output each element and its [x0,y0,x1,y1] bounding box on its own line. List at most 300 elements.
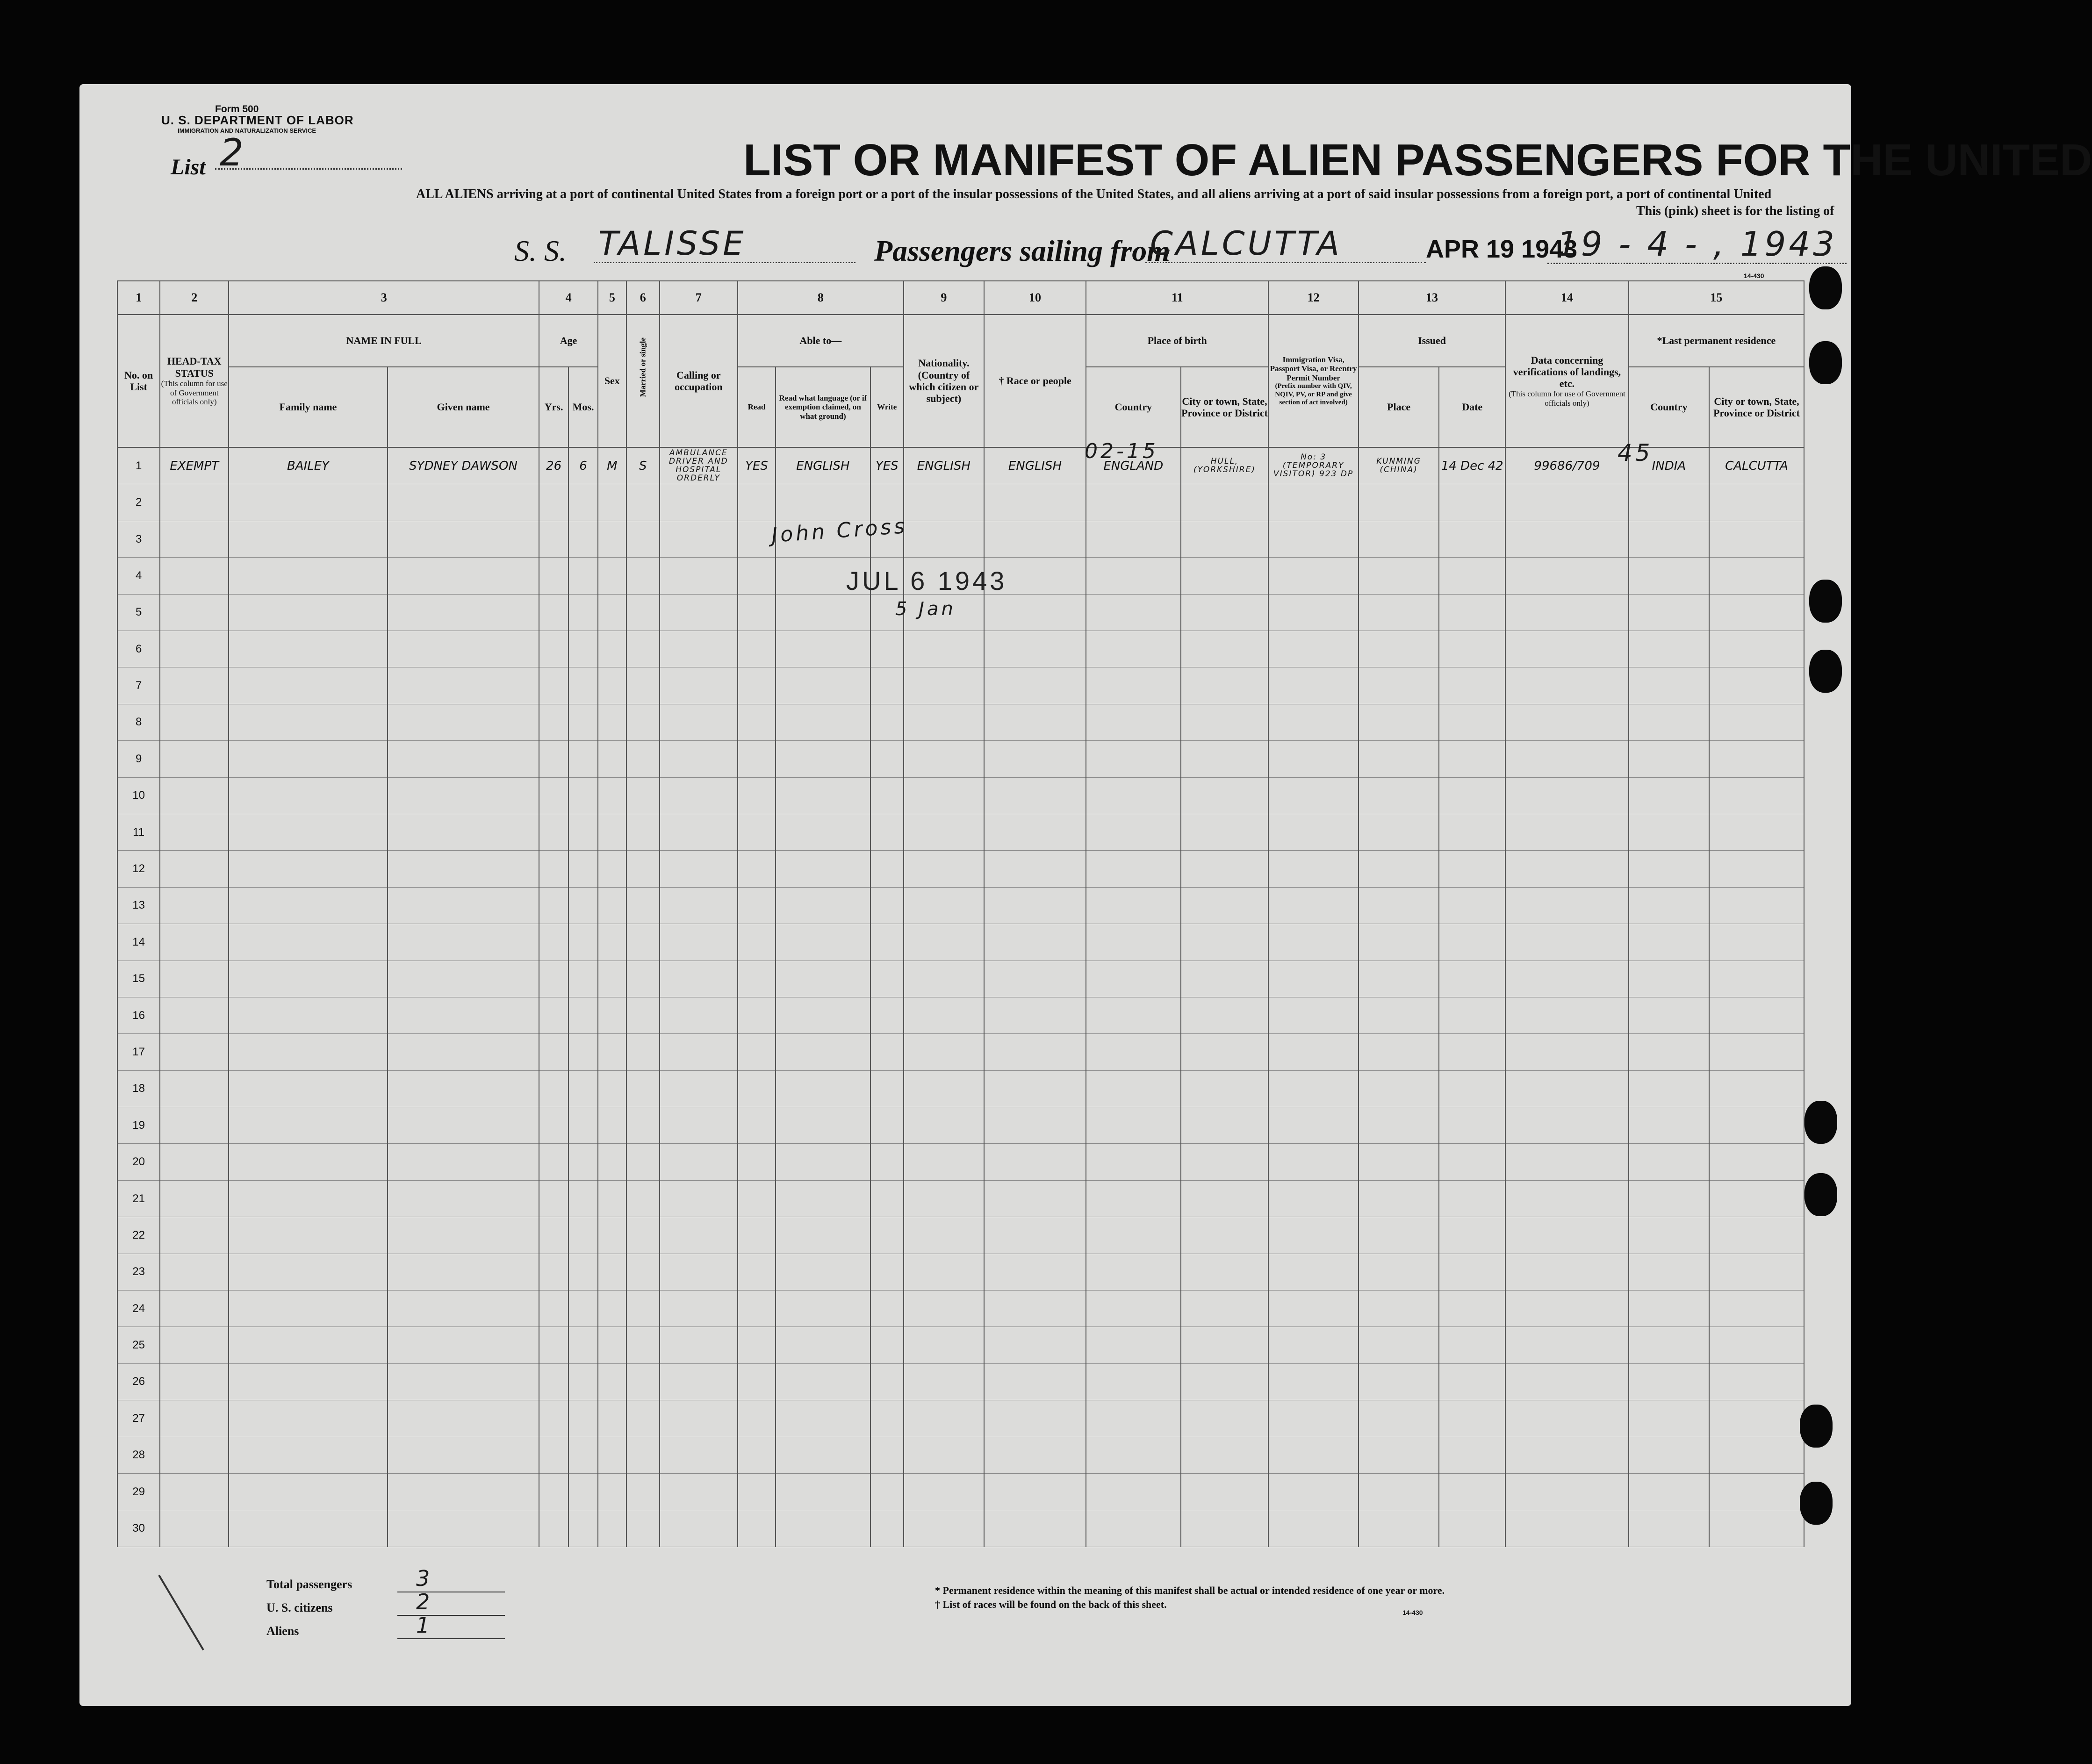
cell-write [870,887,904,924]
cell-write [870,741,904,777]
cell-birth-country [1086,1327,1181,1363]
cell-issue-place [1359,997,1439,1033]
cell-no: 1 [117,447,160,484]
cell-occupation [660,484,738,521]
cell-head-tax [160,594,229,631]
cell-family [229,851,388,887]
cell-res-country [1629,961,1709,997]
cell-res-city [1709,1400,1804,1437]
cell-res-city [1709,704,1804,740]
cell-head-tax [160,558,229,594]
manifest-rows [117,447,1804,1547]
cell-marital [626,704,660,740]
col-read-language: Read what language (or if exemption claimed, on what ground) [776,367,870,447]
cell-issue-date [1439,1291,1505,1327]
cell-occupation [660,777,738,814]
cell-data [1505,814,1629,850]
cell-birth-country [1086,1291,1181,1327]
table-row [117,1327,1804,1363]
cell-issue-date [1439,997,1505,1033]
cell-issue-date [1439,594,1505,631]
cell-birth-country [1086,961,1181,997]
cell-data [1505,1254,1629,1290]
cell-no: 24 [117,1291,160,1327]
col-head-tax [160,315,229,447]
cell-issue-date [1439,1217,1505,1254]
cell-yrs [539,1400,568,1437]
cell-visa [1268,1437,1359,1473]
cell-yrs [539,558,568,594]
cell-nationality [904,1400,984,1437]
aliens-label: Aliens [266,1624,299,1638]
cell-res-country [1629,484,1709,521]
cell-nationality [904,1363,984,1400]
cell-issue-place [1359,558,1439,594]
col-birth-country: Country [1086,367,1181,447]
cell-birth-city [1181,1217,1269,1254]
cell-mos [568,741,598,777]
col-write: Write [870,367,904,447]
cell-nationality [904,667,984,704]
cell-race [984,1291,1086,1327]
cell-given [388,997,539,1033]
col-name-in-full: NAME IN FULL [229,315,539,367]
cell-issue-place [1359,887,1439,924]
table-row [117,1437,1804,1473]
cell-head-tax [160,887,229,924]
cell-birth-country [1086,1510,1181,1547]
cell-marital [626,1363,660,1400]
ship-name: TALISSE [598,224,747,263]
cell-yrs [539,814,568,850]
cell-no: 30 [117,1510,160,1547]
cell-language [776,1291,870,1327]
cell-read [738,997,776,1033]
col-mos: Mos. [568,367,598,447]
cell-issue-date [1439,1144,1505,1180]
cell-no: 9 [117,741,160,777]
cell-yrs [539,667,568,704]
cell-issue-place [1359,631,1439,667]
cell-family [229,887,388,924]
cell-yrs [539,961,568,997]
table-row [117,997,1804,1033]
cell-yrs [539,704,568,740]
cell-birth-country [1086,1254,1181,1290]
cell-family [229,1437,388,1473]
cell-given [388,1034,539,1070]
cell-write [870,1180,904,1217]
cell-issue-place [1359,1144,1439,1180]
cell-given [388,1327,539,1363]
cell-issue-place [1359,777,1439,814]
cell-read [738,1144,776,1180]
cell-nationality [904,997,984,1033]
cell-nationality [904,1291,984,1327]
cell-res-country [1629,1473,1709,1510]
cell-given [388,1400,539,1437]
cell-data [1505,1107,1629,1144]
cell-sex [598,814,626,850]
cell-issue-date [1439,814,1505,850]
cell-yrs: 26 [539,447,568,484]
table-row [117,777,1804,814]
cell-res-city [1709,1254,1804,1290]
cell-family [229,961,388,997]
table-row [117,1034,1804,1070]
cell-no: 23 [117,1254,160,1290]
cell-birth-city [1181,704,1269,740]
cell-res-city [1709,1327,1804,1363]
cell-res-country [1629,1217,1709,1254]
cell-marital [626,741,660,777]
cell-marital [626,1437,660,1473]
cell-data [1505,704,1629,740]
column-number: 2 [160,281,229,315]
cell-head-tax [160,521,229,557]
cell-head-tax [160,1144,229,1180]
cell-res-country [1629,558,1709,594]
cell-res-country [1629,997,1709,1033]
cell-no: 15 [117,961,160,997]
cell-birth-country [1086,1180,1181,1217]
cell-visa [1268,558,1359,594]
col-married [626,315,660,447]
cell-given [388,1363,539,1400]
column-number: 3 [229,281,539,315]
table-row [117,484,1804,521]
cell-issue-date [1439,741,1505,777]
cell-head-tax [160,631,229,667]
cell-marital [626,997,660,1033]
cell-head-tax [160,1473,229,1510]
cell-res-city [1709,1070,1804,1107]
cell-data [1505,1363,1629,1400]
table-row [117,961,1804,997]
cell-mos [568,887,598,924]
cell-race [984,1510,1086,1547]
cell-birth-city [1181,1291,1269,1327]
cell-issue-date [1439,1070,1505,1107]
cell-sex [598,887,626,924]
column-number: 12 [1268,281,1359,315]
column-number: 13 [1359,281,1505,315]
cell-family [229,1217,388,1254]
cell-issue-place [1359,1400,1439,1437]
cell-birth-country [1086,484,1181,521]
cell-language [776,1144,870,1180]
cell-mos: 6 [568,447,598,484]
cell-occupation [660,1327,738,1363]
cell-read [738,704,776,740]
cell-data [1505,1400,1629,1437]
cell-occupation [660,1400,738,1437]
visa-note: (Prefix number with QIV, NQIV, PV, or RP and give section of act involved) [1275,382,1352,406]
cell-birth-country [1086,631,1181,667]
cell-occupation [660,594,738,631]
cell-read [738,1217,776,1254]
cell-visa [1268,1473,1359,1510]
handwritten-date: 19 - 4 - , 1943 [1557,224,1837,264]
cell-yrs [539,631,568,667]
cell-family [229,594,388,631]
cell-marital [626,1180,660,1217]
cell-language [776,1473,870,1510]
cell-data [1505,1217,1629,1254]
cell-mos [568,1070,598,1107]
cell-read [738,1254,776,1290]
cell-race [984,484,1086,521]
cell-head-tax [160,1180,229,1217]
cell-marital [626,1144,660,1180]
cell-sex [598,1034,626,1070]
cell-birth-country [1086,997,1181,1033]
cell-language [776,997,870,1033]
cell-family [229,1180,388,1217]
cell-write [870,1291,904,1327]
cell-write [870,814,904,850]
cell-race [984,924,1086,961]
cell-nationality [904,1144,984,1180]
cell-sex [598,1437,626,1473]
cell-read [738,521,776,557]
cell-no: 2 [117,484,160,521]
cell-race [984,1107,1086,1144]
cell-res-country [1629,1254,1709,1290]
col-data-concerning [1505,315,1629,447]
cell-given [388,1107,539,1144]
cell-occupation [660,1473,738,1510]
cell-data [1505,1473,1629,1510]
cell-birth-country [1086,1107,1181,1144]
col-given-name: Given name [388,367,539,447]
cell-mos [568,814,598,850]
cell-family [229,1363,388,1400]
cell-read [738,1034,776,1070]
cell-given [388,1437,539,1473]
cell-birth-city [1181,667,1269,704]
cell-res-country [1629,1510,1709,1547]
cell-occupation [660,1217,738,1254]
cell-family [229,484,388,521]
cell-read [738,1437,776,1473]
cell-yrs [539,1510,568,1547]
cell-res-city: CALCUTTA [1709,447,1804,484]
cell-visa [1268,521,1359,557]
cell-marital [626,887,660,924]
cell-res-city [1709,887,1804,924]
cell-issue-place [1359,851,1439,887]
cell-birth-country [1086,521,1181,557]
cell-birth-city [1181,1107,1269,1144]
cell-sex [598,1217,626,1254]
cell-occupation [660,558,738,594]
cell-issue-date [1439,667,1505,704]
cell-race [984,1363,1086,1400]
cell-race [984,1473,1086,1510]
cell-race [984,1034,1086,1070]
cell-issue-place [1359,704,1439,740]
cell-race: ENGLISH [984,447,1086,484]
column-number: 1 [117,281,160,315]
cell-birth-country [1086,777,1181,814]
cell-marital: S [626,447,660,484]
cell-mos [568,1034,598,1070]
cell-mos [568,997,598,1033]
cell-given [388,924,539,961]
cell-race [984,1327,1086,1363]
cell-birth-country [1086,887,1181,924]
cell-head-tax [160,1363,229,1400]
cell-birth-city [1181,814,1269,850]
cell-read [738,1473,776,1510]
cell-sex [598,1291,626,1327]
cell-birth-city [1181,887,1269,924]
cell-family [229,667,388,704]
cell-write [870,1254,904,1290]
date-underline [1547,263,1847,264]
stamp-annotation: 5 Jan [895,598,956,620]
list-number: 2 [220,131,246,174]
column-number: 10 [984,281,1086,315]
ss-label: S. S. [514,234,567,267]
cell-issue-date [1439,1254,1505,1290]
col-issue-date: Date [1439,367,1505,447]
punch-hole [1809,341,1842,384]
cell-family [229,1144,388,1180]
cell-read [738,814,776,850]
cell-occupation [660,887,738,924]
table-row [117,814,1804,850]
cell-res-country [1629,1070,1709,1107]
subtitle-line-1: ALL ALIENS arriving at a port of continental United States from a foreign port or a port of the insular possessions of the United States, and all aliens arriving at a port of said insular possessions from a foreign port, a port of continental United [416,187,1772,201]
cell-head-tax [160,1437,229,1473]
cell-marital [626,667,660,704]
cell-given [388,777,539,814]
cell-occupation [660,521,738,557]
table-row [117,1107,1804,1144]
cell-issue-date [1439,484,1505,521]
cell-write [870,1473,904,1510]
punch-hole [1809,650,1842,693]
cell-read [738,887,776,924]
cell-head-tax [160,1070,229,1107]
cell-occupation [660,1144,738,1180]
cell-write [870,704,904,740]
cell-occupation [660,961,738,997]
cell-issue-date [1439,1510,1505,1547]
cell-nationality [904,704,984,740]
cell-occupation [660,997,738,1033]
cell-res-city [1709,1473,1804,1510]
cell-language [776,1437,870,1473]
cell-language [776,961,870,997]
cell-visa [1268,1363,1359,1400]
cell-marital [626,1070,660,1107]
pencil-stroke [154,1570,210,1655]
punch-hole [1800,1482,1833,1525]
cell-issue-place [1359,521,1439,557]
cell-birth-city [1181,741,1269,777]
col-sex: Sex [598,315,626,447]
cell-issue-place: KUNMING (CHINA) [1359,447,1439,484]
cell-data [1505,924,1629,961]
cell-data [1505,484,1629,521]
cell-head-tax [160,741,229,777]
cell-marital [626,1473,660,1510]
footnote-races: † List of races will be found on the back of this sheet. [935,1599,1167,1610]
cell-issue-place [1359,1473,1439,1510]
cell-res-country [1629,1327,1709,1363]
cell-marital [626,1510,660,1547]
service-name: IMMIGRATION AND NATURALIZATION SERVICE [178,127,316,134]
cell-language [776,1254,870,1290]
cell-data [1505,741,1629,777]
cell-data [1505,887,1629,924]
cell-write [870,997,904,1033]
cell-data [1505,997,1629,1033]
cell-nationality [904,484,984,521]
cell-nationality [904,777,984,814]
cell-no: 6 [117,631,160,667]
cell-language [776,887,870,924]
cell-visa [1268,1291,1359,1327]
cell-occupation [660,1254,738,1290]
cell-res-city [1709,1180,1804,1217]
cell-sex [598,1510,626,1547]
cell-mos [568,777,598,814]
manifest-sheet [79,84,2092,1706]
cell-issue-place [1359,1437,1439,1473]
cell-res-country [1629,594,1709,631]
cell-write [870,1400,904,1437]
punch-hole [1804,1173,1837,1216]
cell-res-city [1709,594,1804,631]
cell-family [229,1291,388,1327]
cell-sex [598,558,626,594]
form-number: Form 500 [215,104,259,115]
cell-issue-place [1359,1217,1439,1254]
cell-birth-city [1181,1327,1269,1363]
table-row [117,1400,1804,1437]
cell-sex [598,924,626,961]
cell-res-country [1629,1400,1709,1437]
cell-mos [568,1217,598,1254]
head-tax-title: HEAD-TAX STATUS [167,355,222,379]
cell-nationality [904,1437,984,1473]
col-age: Age [539,315,598,367]
cell-mos [568,1144,598,1180]
cell-family [229,997,388,1033]
cell-issue-place [1359,1510,1439,1547]
table-row [117,1363,1804,1400]
cell-birth-city [1181,1363,1269,1400]
cell-res-city [1709,924,1804,961]
cell-no: 11 [117,814,160,850]
cell-family [229,741,388,777]
cell-occupation [660,1363,738,1400]
cell-race [984,887,1086,924]
cell-birth-city [1181,1254,1269,1290]
header-row-1 [117,315,1804,367]
cell-birth-country [1086,851,1181,887]
cell-res-country [1629,631,1709,667]
cell-head-tax [160,1510,229,1547]
cell-nationality [904,521,984,557]
cell-mos [568,851,598,887]
cell-data [1505,631,1629,667]
cell-sex [598,631,626,667]
